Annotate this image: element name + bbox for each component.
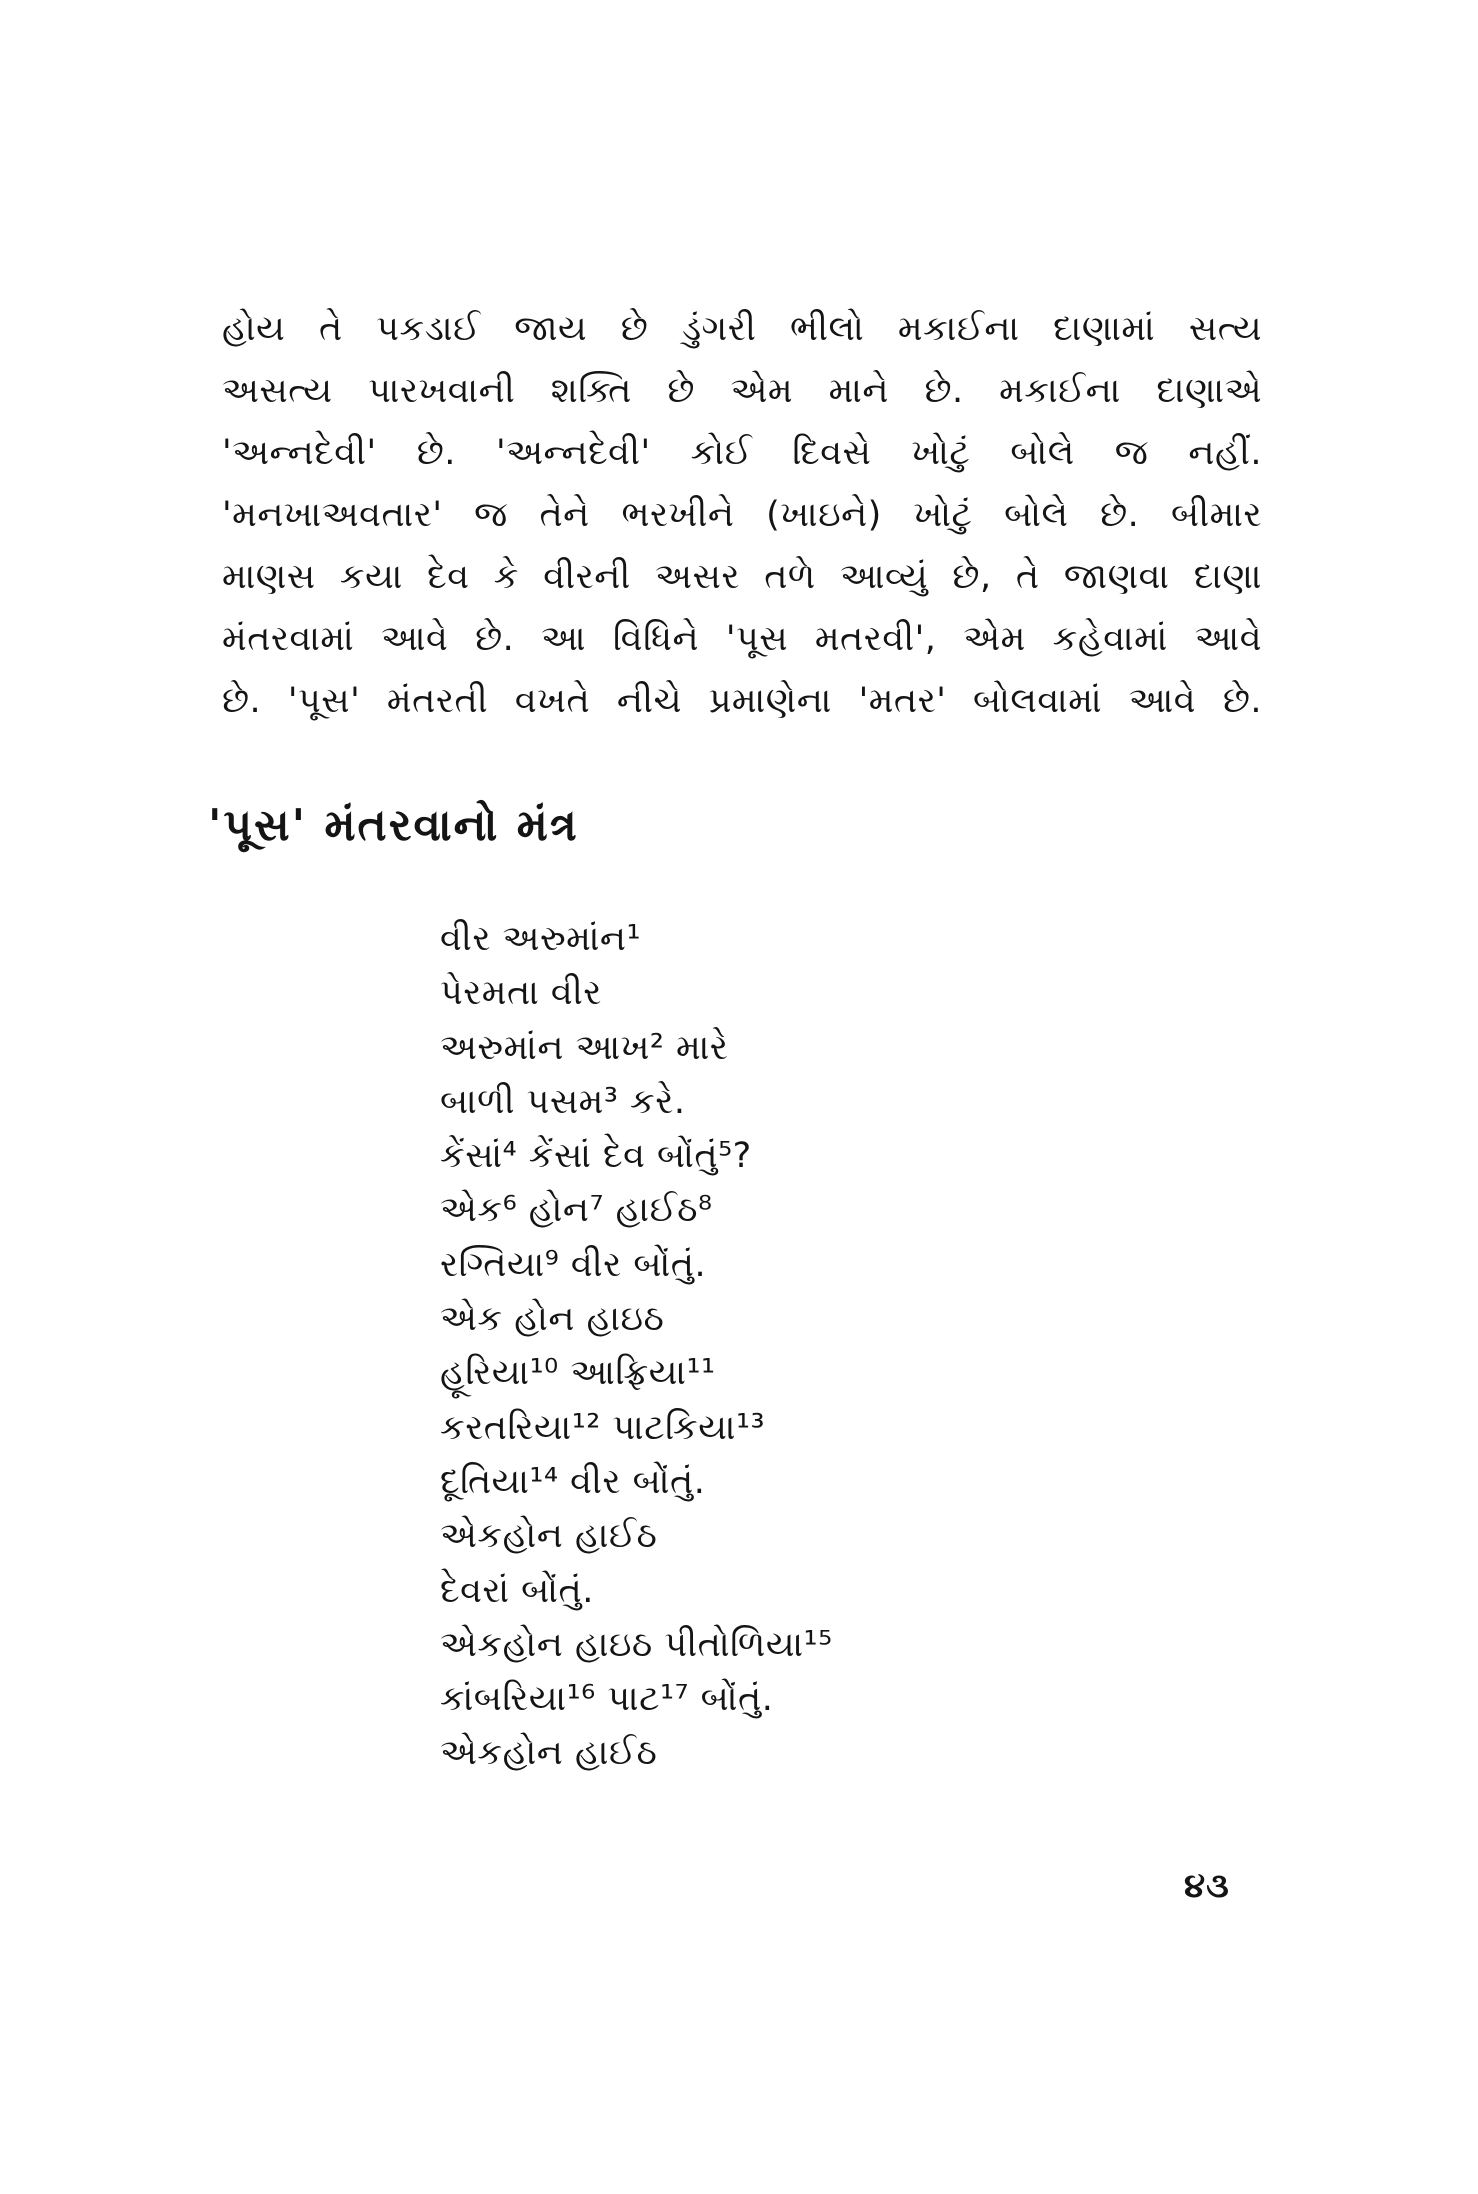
verse-line: દૂતિયા¹⁴ વીર બોંતું. [440,1461,706,1502]
paragraph-line: મંતરવામાં આવે છે. આ વિધિને 'પૂસ મતરવી', એમ કહેવામાં આવે [222,619,1262,659]
verse-line: કરતરિયા¹² પાટકિયા¹³ [440,1407,766,1448]
verse-line: રગ્તિયા⁹ વીર બોંતું. [440,1244,707,1285]
verse-line: દેવરાં બોંતું. [440,1570,594,1611]
verse-line: પેરમતા વીર [440,973,602,1014]
verse-line: એકહોન હાઇઠ પીતોળિયા¹⁵ [440,1624,833,1665]
verse-line: કેંસાં⁴ કેંસાં દેવ બોંતું⁵? [440,1136,752,1177]
verse-line: અરુમાંન આખ² મારે [440,1027,729,1068]
verse-line: કાંબરિયા¹⁶ પાટ¹⁷ બોંતું. [440,1679,774,1720]
verse-line: એક⁶ હોન⁷ હાઈઠ⁸ [440,1190,713,1231]
verse-line: બાળી પસમ³ કરે. [440,1081,686,1122]
paragraph-line: 'અન્નદેવી' છે. 'અન્નદેવી' કોઈ દિવસે ખોટું બોલે જ નહીં. [222,433,1262,473]
verse-line: એક હોન હાઇઠ [440,1299,665,1340]
paragraph-line: માણસ કયા દેવ કે વીરની અસર તળે આવ્યું છે, તે જાણવા દાણા [222,557,1262,597]
verse-line: એકહોન હાઈઠ [440,1733,658,1774]
body-paragraph [222,298,1262,732]
verse-line: હૂરિયા¹⁰ આફ્રિયા¹¹ [440,1353,716,1394]
paragraph-line: 'મનખાઅવતાર' જ તેને ભરખીને (ખાઇને) ખોટું બોલે છે. બીમાર [222,495,1262,535]
section-heading: 'પૂસ' મંતરવાનો મંત્ર [208,800,579,851]
paragraph-line: હોય તે પકડાઈ જાય છે ડુંગરી ભીલો મકાઈના દાણામાં સત્ય [222,309,1262,349]
verse-line: વીર અરુમાંન¹ [440,919,642,959]
mantra-verse [440,912,833,1781]
paragraph-line: અસત્ય પારખવાની શક્તિ છે એમ માને છે. મકાઈના દાણાએ [222,371,1262,411]
paragraph-line: છે. 'પૂસ' મંતરતી વખતે નીચે પ્રમાણેના 'મતર' બોલવામાં આવે છે. [222,681,1262,721]
page-number: ૪૩ [1184,1866,1230,1906]
verse-line: એકહોન હાઈઠ [440,1516,658,1557]
